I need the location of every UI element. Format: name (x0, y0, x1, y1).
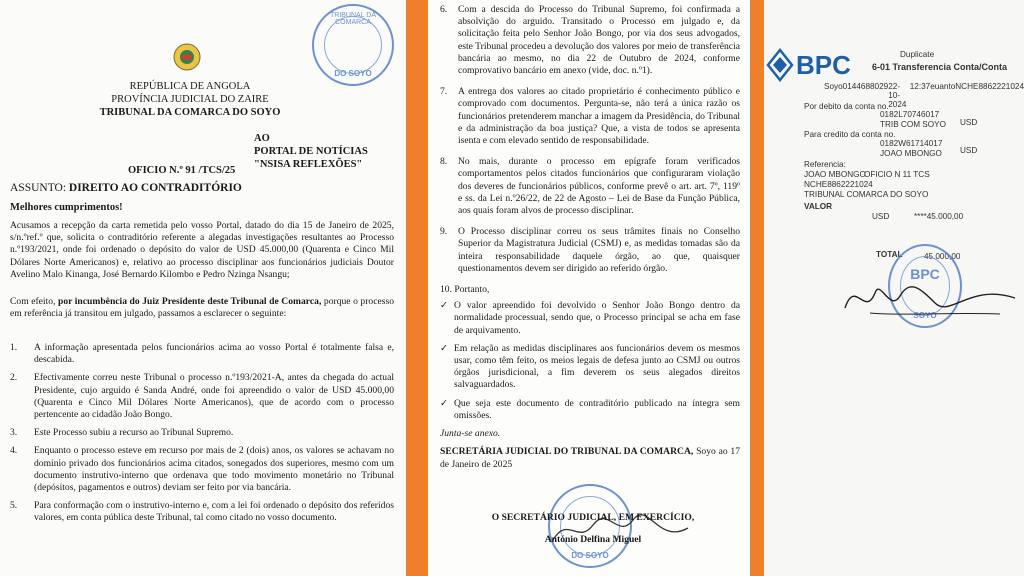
stamp-top-text: TRIBUNAL DA COMARCA (329, 12, 377, 26)
duplicate-label: Duplicate (900, 50, 935, 59)
bullet-text: O valor apreendido foi devolvido o Senhor João Bongo dentro da normalidade processual, sendo que, o Processo principal se acha em fase de arquivamento. (454, 300, 740, 336)
reference-value: OFICIO N 11 TCS (864, 170, 930, 179)
bullet-item (440, 343, 740, 392)
checkmark-icon: ✓ (440, 342, 449, 354)
credit-account: 0182W61714017 (880, 139, 943, 148)
context-end: porque o processo em referência já transitou em julgado, passamos a esclarecer o seguinte: (10, 296, 394, 320)
slip-reference: NCHE8862221024 (955, 82, 1024, 91)
slip-date: 22-10-2024 (888, 82, 907, 109)
addressee-name: "NSISA REFLEXÕES" (254, 159, 363, 170)
list-item (10, 500, 394, 524)
bullet-text: Em relação as medidas disciplinares aos funcionários devem os mesmos usar, como têm feito, os meios legais de defesa junto ao CSMJ ou outros órgãos jurisdicional, a fim deverem os seus alegados direitos salvaguardados. (454, 342, 740, 391)
stamp-text: DO SOYO (571, 551, 609, 560)
bank-stamp-sub: SOYO (913, 311, 937, 320)
list-item-text: O Processo disciplinar correu os seus trâmites finais no Conselho Superior da Magistratura Judicial (CSMJ) e, as medidas tomadas são da inteira responsabilidade daquele órgão, ao que, quaisquer questionamentos devem ser dirigido ao referido órgão. (458, 226, 740, 274)
bpc-logo-icon (766, 48, 794, 82)
angola-emblem-icon (172, 42, 202, 72)
list-item-text: No mais, durante o processo em epígrafe foram verificados comportamentos pelos citados funcionários que configuraram violação dos deveres de funcionários públicos, conforme prevê o art. art. 7º, 119º e ss. da Lei n.º26/22, de 22 de Agosto – Lei de Base da Função Pública, aos quais foram alvos de processo disciplinar. (458, 156, 740, 217)
addressee-portal: PORTAL DE NOTÍCIAS (254, 146, 368, 157)
debit-account: 0182L70746017 (880, 110, 940, 119)
numbered-list-2 (440, 4, 740, 471)
value-currency: USD (872, 212, 890, 221)
item-number: 6. (440, 4, 448, 15)
list-item-text: Com a descida do Processo do Tribunal Supremo, foi confirmada a absolvição do arguido. Transitado o Processo em julgado e, da solicitação feita pelo Senhor João Bongo, por via dos seus advogados, este Tribunal procedeu a devolução dos valores por meio de transferência bancária ao mesmo, no dia 22 de Outubro de 2024, conforme comprovativo bancário em anexo (vide, doc. n.º1). (458, 4, 740, 77)
item-number: 3. (10, 427, 18, 439)
closing-line (440, 446, 740, 470)
addressee (254, 132, 404, 171)
letter-page-2 (428, 0, 750, 576)
item-number: 9. (440, 226, 448, 238)
signer-title: O SECRETÁRIO JUDICIAL, EM EXERCÍCIO, (491, 512, 695, 523)
list-item (440, 4, 740, 77)
paragraph-context (10, 296, 394, 320)
list-item (10, 342, 394, 366)
bullet-text: Que seja este documento de contraditório publicado na íntegra sem omissões. (454, 397, 740, 421)
debit-label: Por debito da conta no. (804, 102, 889, 111)
numbered-list-1 (10, 342, 394, 525)
subject-line (10, 182, 242, 194)
stamp-bottom-text: DO SOYO (334, 69, 372, 78)
value-label: VALOR (804, 202, 833, 211)
reference-line: TRIBUNAL COMARCA DO SOYO (804, 190, 929, 199)
slip-title: 6-01 Transferencia Conta/Conta (872, 62, 1008, 72)
header-line-1: REPÚBLICA DE ANGOLA (129, 81, 251, 92)
checkmark-icon: ✓ (440, 397, 449, 409)
bullet-item (440, 398, 740, 422)
subject-text: DIREITO AO CONTRADITÓRIO (68, 182, 242, 194)
letterhead (70, 80, 310, 119)
list-item-text: Enquanto o processo esteve em recurso por mais de 2 (dois) anos, os valores se achavam no domínio privado dos funcionários acima citados, sonegados dos superiores, mesmo com um documento instrutivo-interno que ordenava que todo movimento monetário no Tribunal (depósitos, pagamentos e outros) deviam ser feito por via bancária. (34, 445, 394, 494)
credit-label: Para credito da conta no. (804, 130, 896, 139)
signature-icon (840, 268, 1020, 328)
item-number: 7. (440, 86, 448, 98)
divider-right (750, 0, 764, 576)
list-item (440, 226, 740, 275)
reference-line: NCHE8862221024 (804, 180, 873, 189)
context-start: Com efeito, (10, 296, 58, 307)
subject-label: ASSUNTO: (10, 182, 67, 194)
operator: euanto (930, 82, 956, 91)
reference-label: Referencia: (804, 160, 846, 169)
item-number: 5. (10, 500, 18, 512)
list-item-text: Efectivamente correu neste Tribunal o processo n.º193/2021-A, antes da chegada do actual Presidente, cujo arguido é Sanda André, onde foi apreendido o valor de USD 45.000,00 (Quarenta e Cinco Mil Dólares Norte Americanos), que de acordo com o processo pertencente ao cidadão João Bongo. (34, 372, 394, 421)
list-item (440, 156, 740, 217)
court-stamp (312, 4, 394, 86)
item-number: 4. (10, 445, 18, 457)
list-item (10, 372, 394, 421)
list-item-text: A informação apresentada pelos funcionários acima ao vosso Portal é totalmente falsa e, descabida. (34, 342, 394, 366)
value-amount: ****45.000,00 (914, 212, 964, 221)
list-item-text: A entrega dos valores ao citado proprietário é conhecimento público e comprovado com documentos. Pergunta-se, não terá a única razão os funcionários pretenderem manchar a imagem da Presidência, do Tribunal e da administração da boa justiça? Que, a vista de todos se apresenta isenta e com elevado sentido de responsabilidade. (458, 86, 740, 147)
checkmark-icon: ✓ (440, 300, 449, 312)
bank-stamp-text: BPC (910, 266, 940, 282)
terminal-id: 0144688029 (842, 82, 889, 91)
list-item (10, 445, 394, 494)
list-item-text: Este Processo subiu a recurso ao Tribunal Supremo. (34, 427, 234, 439)
total-label: TOTAL (876, 250, 903, 259)
item-number: 2. (10, 372, 18, 384)
attachment-note: Junta-se anexo. (440, 428, 501, 440)
bank-logo-text: BPC (796, 50, 851, 80)
debit-currency: USD (960, 118, 978, 127)
oficio-number: OFICIO N.º 91 /TCS/25 (128, 165, 236, 176)
item-number: 1. (10, 342, 18, 353)
addressee-ao: AO (254, 133, 270, 144)
credit-name: JOAO MBONGO (880, 149, 942, 158)
list-item (440, 86, 740, 147)
closing-bold: SECRETÁRIA JUDICIAL DO TRIBUNAL DA COMARCA, (440, 446, 694, 458)
signer-name: António Delfina Miguel (544, 534, 642, 545)
context-emphasis: por incumbência do Juiz Presidente deste Tribunal de Comarca, (58, 296, 322, 307)
paragraph-intro: Acusamos a recepção da carta remetida pelo vosso Portal, datado do dia 15 de Janeiro de 2025, s/n.ºref.º que, solicita o contraditório referente a alegadas investigações resultantes ao Processo n.º193/2021, onde foi ordenado o depósito do valor de USD 45.000,00 (Quarenta e Cinco Mil Dólares Norte Americanos) e, relativo ao processo disciplinar aos funcionários judiciais Doutor Avelino Malo Kinanga, José Bernardo Kilombo e Pedro Nzinga Nsangu; (10, 220, 394, 280)
item-number: 8. (440, 156, 448, 168)
item-10-label: 10. Portanto, (440, 284, 490, 296)
slip-time: 12:37 (909, 82, 931, 91)
debit-name: TRIB COM SOYO (880, 120, 946, 129)
bank-transfer-slip (764, 0, 1024, 576)
greeting: Melhores cumprimentos! (10, 202, 123, 213)
header-line-3: TRIBUNAL DA COMARCA DO SOYO (99, 107, 281, 118)
reference-line: JOAO MBONGO (804, 170, 866, 179)
letter-page-1 (0, 0, 406, 576)
list-item (10, 427, 394, 439)
closing-date: Soyo ao 17 de Janeiro de 2025 (440, 446, 740, 470)
list-item-text: Para conformação com o instrutivo-interno e, com a lei foi ordenado o depósito dos referidos valores, em conta pública deste Tribunal, tal como citado no vosso documento. (34, 500, 394, 524)
credit-currency: USD (960, 146, 978, 155)
divider-left (406, 0, 428, 576)
header-line-2: PROVÍNCIA JUDICIAL DO ZAIRE (111, 94, 269, 105)
branch: Soyo (824, 82, 843, 91)
total-amount: 45.000,00 (924, 252, 961, 261)
bullet-item (440, 300, 740, 337)
